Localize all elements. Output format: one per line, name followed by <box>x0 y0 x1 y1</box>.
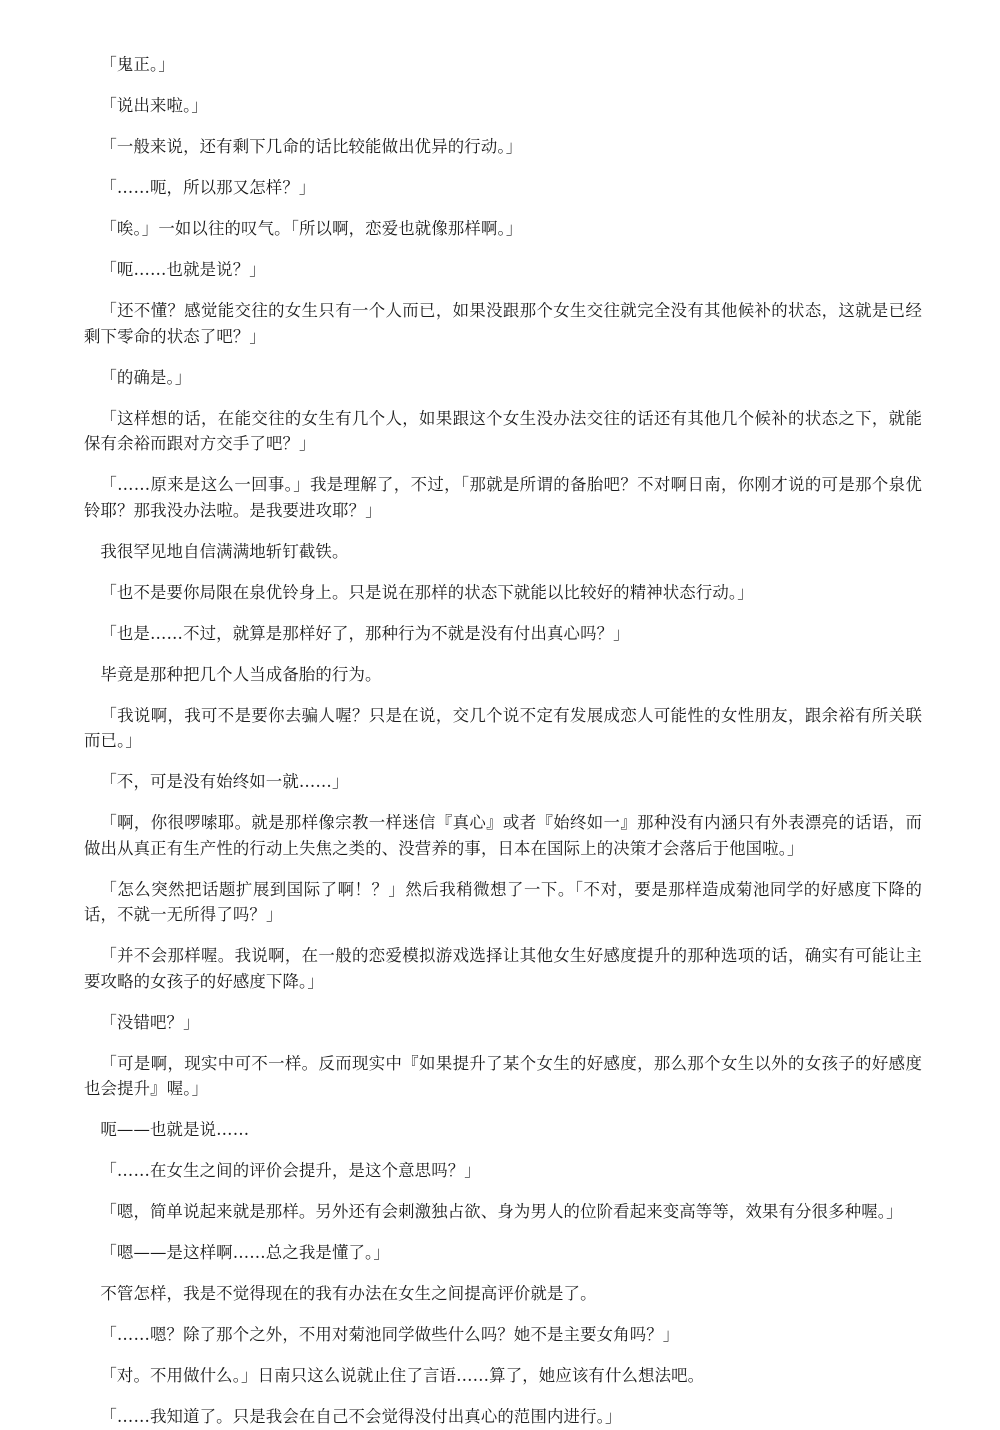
dialogue-paragraph: 「……呃，所以那又怎样？」 <box>100 178 316 197</box>
dialogue-paragraph: 「……在女生之间的评价会提升，是这个意思吗？」 <box>100 1161 481 1180</box>
document-text-body <box>84 52 922 1430</box>
dialogue-paragraph: 「怎么突然把话题扩展到国际了啊！？」然后我稍微想了一下。「不对，要是那样造成菊池同学的好感度下降的话，不就一无所得了吗？」 <box>84 879 922 924</box>
dialogue-paragraph: 「唉。」一如以往的叹气。「所以啊，恋爱也就像那样啊。」 <box>100 219 523 238</box>
dialogue-paragraph: 「呃……也就是说？」 <box>100 260 266 279</box>
dialogue-paragraph: 「也是……不过，就算是那样好了，那种行为不就是没有付出真心吗？」 <box>100 623 630 643</box>
dialogue-paragraph: 「……我知道了。只是我会在自己不会觉得没付出真心的范围内进行。」 <box>100 1407 622 1426</box>
dialogue-paragraph: 「这样想的话，在能交往的女生有几个人，如果跟这个女生没办法交往的话还有其他几个候补的状态之下，就能保有余裕而跟对方交手了吧？」 <box>84 408 922 453</box>
dialogue-paragraph: 「的确是。」 <box>100 367 192 387</box>
dialogue-paragraph: 「……原来是这么一回事。」我是理解了，不过，「那就是所谓的备胎吧？不对啊日南，你刚才说的可是那个泉优铃耶？那我没办法啦。是我要进攻耶？」 <box>84 475 922 520</box>
dialogue-paragraph: 「我说啊，我可不是要你去骗人喔？只是在说，交几个说不定有发展成恋人可能性的女性朋友，跟余裕有所关联而已。」 <box>84 705 922 750</box>
dialogue-paragraph: 「不，可是没有始终如一就……」 <box>100 772 349 791</box>
narration-paragraph: 呃——也就是说…… <box>100 1120 250 1139</box>
dialogue-paragraph: 「……嗯？除了那个之外，不用对菊池同学做些什么吗？她不是主要女角吗？」 <box>100 1325 680 1344</box>
dialogue-paragraph: 「也不是要你局限在泉优铃身上。只是说在那样的状态下就能以比较好的精神状态行动。」 <box>100 582 754 602</box>
dialogue-paragraph: 「嗯——是这样啊……总之我是懂了。」 <box>100 1243 390 1262</box>
dialogue-paragraph: 「一般来说，还有剩下几命的话比较能做出优异的行动。」 <box>100 137 523 156</box>
narration-paragraph: 毕竟是那种把几个人当成备胎的行为。 <box>100 664 382 684</box>
dialogue-paragraph: 「并不会那样喔。我说啊，在一般的恋爱模拟游戏选择让其他女生好感度提升的那种选项的话，确实有可能让主要攻略的女孩子的好感度下降。」 <box>84 946 922 991</box>
dialogue-paragraph: 「啊，你很啰嗦耶。就是那样像宗教一样迷信『真心』或者『始终如一』那种没有内涵只有外表漂亮的话语，而做出从真正有生产性的行动上失焦之类的、没营养的事，日本在国际上的决策才会落后于他国啦。」 <box>84 813 922 858</box>
narration-paragraph: 我很罕见地自信满满地斩钉截铁。 <box>100 541 349 561</box>
narration-paragraph: 不管怎样，我是不觉得现在的我有办法在女生之间提高评价就是了。 <box>100 1284 597 1303</box>
dialogue-paragraph: 「可是啊，现实中可不一样。反而现实中『如果提升了某个女生的好感度，那么那个女生以外的女孩子的好感度也会提升』喔。」 <box>84 1053 922 1098</box>
dialogue-paragraph: 「对。不用做什么。」日南只这么说就止住了言语……算了，她应该有什么想法吧。 <box>100 1366 705 1385</box>
dialogue-paragraph: 「说出来啦。」 <box>100 96 208 115</box>
dialogue-paragraph: 「鬼正。」 <box>100 55 175 74</box>
dialogue-paragraph: 「还不懂？感觉能交往的女生只有一个人而已，如果没跟那个女生交往就完全没有其他候补的状态，这就是已经剩下零命的状态了吧？」 <box>84 301 922 346</box>
dialogue-paragraph: 「嗯，简单说起来就是那样。另外还有会刺激独占欲、身为男人的位阶看起来变高等等，效果有分很多种喔。」 <box>100 1202 903 1221</box>
dialogue-paragraph: 「没错吧？」 <box>100 1012 200 1032</box>
